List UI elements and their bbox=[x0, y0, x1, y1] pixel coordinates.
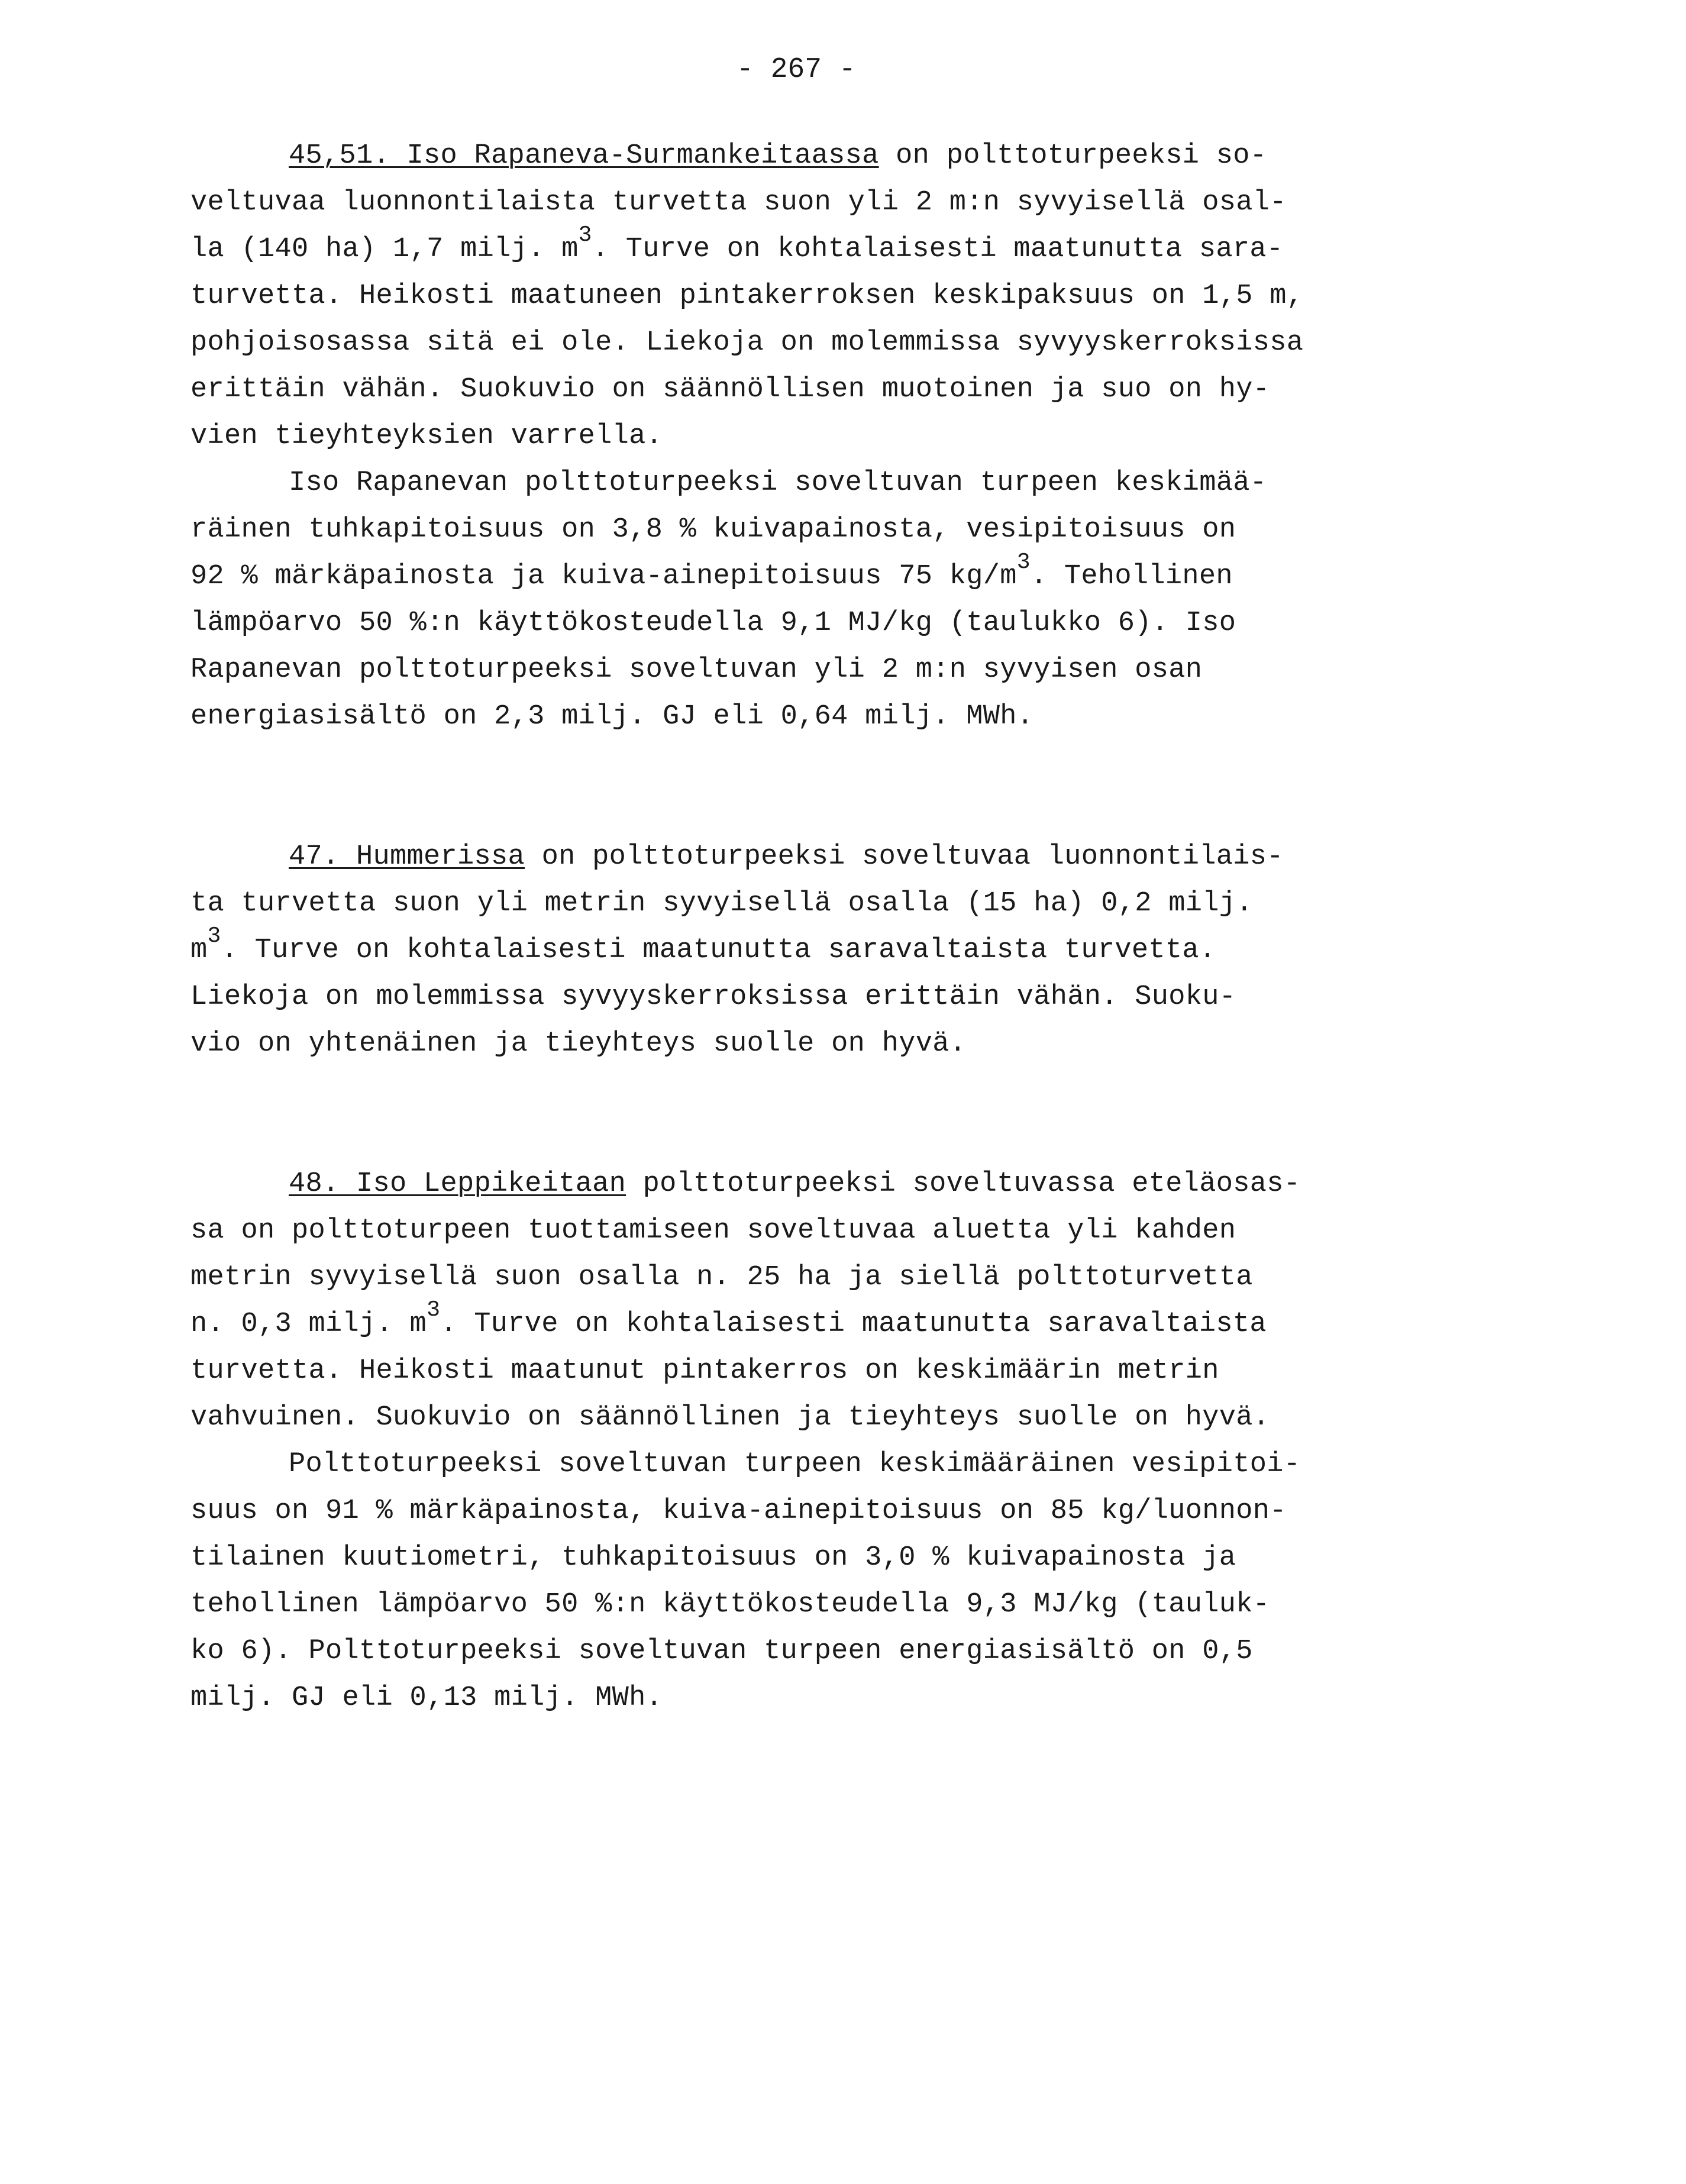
section-45-51-line-12: Rapanevan polttoturpeeksi soveltuvan yli 2 m:n syvyisen osan bbox=[190, 654, 1203, 686]
section-48-line-10: tehollinen lämpöarvo 50 %:n käyttökosteudella 9,3 MJ/kg (tauluk- bbox=[190, 1589, 1270, 1620]
section-heading-iso-leppikeitaan: 48. Iso Leppikeitaan bbox=[289, 1168, 626, 1200]
superscript-3: 3 bbox=[427, 1297, 441, 1323]
section-45-51-line-6: erittäin vähän. Suokuvio on säännöllisen muotoinen ja suo on hy- bbox=[190, 374, 1270, 405]
section-45-51-line-1: 45,51. Iso Rapaneva-Surmankeitaassa on polttoturpeeksi so- bbox=[289, 140, 1267, 172]
section-48-line-9: tilainen kuutiometri, tuhkapitoisuus on 3,0 % kuivapainosta ja bbox=[190, 1542, 1236, 1574]
page-number: - 267 - bbox=[737, 54, 856, 86]
section-45-51-line-7: vien tieyhteyksien varrella. bbox=[190, 421, 663, 452]
section-48-line-7: Polttoturpeeksi soveltuvan turpeen keskimääräinen vesipitoi- bbox=[289, 1449, 1301, 1480]
section-heading-iso-rapaneva: 45,51. Iso Rapaneva-Surmankeitaassa bbox=[289, 140, 879, 172]
section-47-line-5: vio on yhtenäinen ja tieyhteys suolle on hyvä. bbox=[190, 1028, 967, 1059]
section-48-line-2: sa on polttoturpeen tuottamiseen soveltuvaa aluetta yli kahden bbox=[190, 1215, 1236, 1246]
superscript-3: 3 bbox=[1016, 550, 1031, 575]
superscript-3: 3 bbox=[578, 222, 592, 248]
section-48-line-5: turvetta. Heikosti maatunut pintakerros on keskimäärin metrin bbox=[190, 1355, 1219, 1387]
section-45-51-line-4: turvetta. Heikosti maatuneen pintakerroksen keskipaksuus on 1,5 m, bbox=[190, 280, 1304, 312]
section-heading-hummerissa: 47. Hummerissa bbox=[289, 841, 525, 873]
section-48-line-12: milj. GJ eli 0,13 milj. MWh. bbox=[190, 1682, 663, 1714]
section-47-line-3: $m^3$. Turve on kohtalaisesti maatunutta saravaltaista turvetta. bbox=[190, 923, 1216, 966]
section-48-line-11: ko 6). Polttoturpeeksi soveltuvan turpeen energiasisältö on 0,5 bbox=[190, 1636, 1253, 1667]
section-47-line-1: 47. Hummerissa on polttoturpeeksi soveltuvaa luonnontilais- bbox=[289, 841, 1284, 873]
section-45-51-line-5: pohjoisosassa sitä ei ole. Liekoja on molemmissa syvyyskerroksissa bbox=[190, 327, 1304, 358]
section-47-line-4: Liekoja on molemmissa syvyyskerroksissa erittäin vähän. Suoku- bbox=[190, 981, 1236, 1013]
section-45-51-line-13: energiasisältö on 2,3 milj. GJ eli 0,64 milj. MWh. bbox=[190, 701, 1034, 732]
section-45-51-line-10: 92 % märkäpainosta ja kuiva-ainepitoisuus 75 $kg/m^3$. Tehollinen bbox=[190, 550, 1233, 592]
section-45-51-line-9: räinen tuhkapitoisuus on 3,8 % kuivapainosta, vesipitoisuus on bbox=[190, 514, 1236, 545]
section-45-51-line-2: veltuvaa luonnontilaista turvetta suon yli 2 m:n syvyisellä osal- bbox=[190, 187, 1287, 218]
section-48-line-6: vahvuinen. Suokuvio on säännöllinen ja tieyhteys suolle on hyvä. bbox=[190, 1402, 1270, 1433]
section-45-51-line-3: la (140 ha) 1,7 milj. $m^3$. Turve on kohtalaisesti maatunutta sara- bbox=[190, 222, 1284, 265]
section-47-line-2: ta turvetta suon yli metrin syvyisellä osalla (15 ha) 0,2 milj. bbox=[190, 888, 1253, 919]
section-45-51-line-11: lämpöarvo 50 %:n käyttökosteudella 9,1 MJ/kg (taulukko 6). Iso bbox=[190, 608, 1236, 639]
section-48-line-1: 48. Iso Leppikeitaan polttoturpeeksi soveltuvassa eteläosas- bbox=[289, 1168, 1301, 1200]
section-48-line-4: n. 0,3 milj. $m^3$. Turve on kohtalaisesti maatunutta saravaltaista bbox=[190, 1297, 1267, 1340]
section-45-51-line-8: Iso Rapanevan polttoturpeeksi soveltuvan turpeen keskimää- bbox=[289, 467, 1267, 499]
section-48-line-3: metrin syvyisellä suon osalla n. 25 ha ja siellä polttoturvetta bbox=[190, 1262, 1253, 1293]
section-48-line-8: suus on 91 % märkäpainosta, kuiva-ainepitoisuus on 85 kg/luonnon- bbox=[190, 1495, 1287, 1527]
superscript-3: 3 bbox=[207, 923, 221, 949]
